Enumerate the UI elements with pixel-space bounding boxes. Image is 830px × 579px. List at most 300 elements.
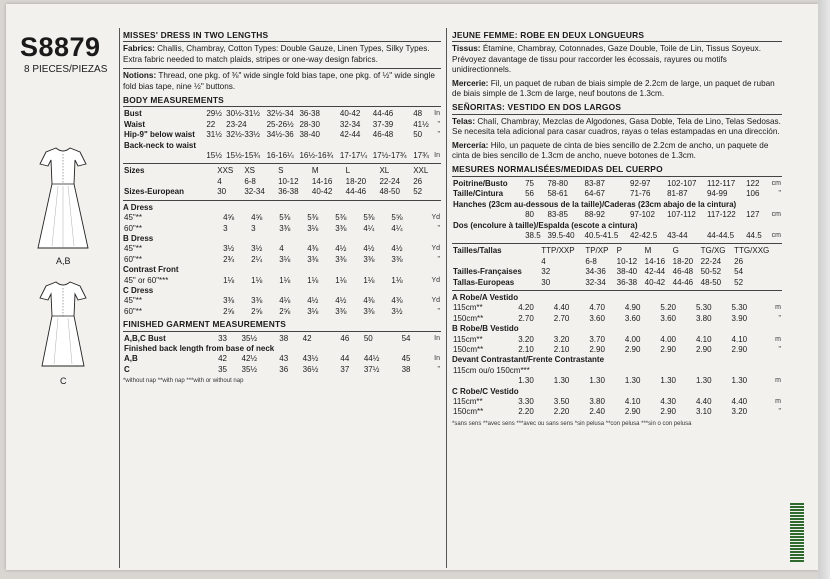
row-label: Finished back length from base of neck	[124, 343, 275, 353]
envelope-edge	[818, 0, 830, 579]
row-label: Poitrine/Busto	[453, 178, 508, 188]
notions-text	[123, 71, 441, 92]
section-title-row	[452, 324, 782, 334]
pattern-envelope-back	[6, 4, 818, 570]
cell-value: 3½	[391, 306, 403, 316]
cell-value: 50	[413, 130, 423, 140]
english-title: MISSES' DRESS IN TWO LENGTHS	[123, 30, 441, 42]
row-label: 150cm**	[453, 313, 484, 323]
table-row	[452, 210, 782, 220]
table-row	[123, 141, 441, 151]
cell-value: 4½	[363, 244, 375, 254]
table-row	[452, 231, 782, 241]
rule	[123, 68, 441, 69]
row-label: 115cm**	[453, 334, 483, 344]
row-label: Tailles/Tallas	[453, 246, 502, 256]
table-row	[123, 365, 441, 375]
cell-value: 44	[340, 354, 350, 364]
cell-value: 2.70	[518, 313, 534, 323]
cell-value: 37	[340, 364, 350, 374]
section-title-row	[452, 387, 782, 397]
notions-desc: Thread, one pkg. of ⅜" wide single fold bias tape, one pkg. of ½" wide single fold bias tape, nine ½" buttons.	[123, 71, 435, 91]
cell-value: 42-42.5	[630, 230, 658, 240]
row-label: 60"**	[124, 254, 142, 264]
row-label: 150cm**	[453, 344, 484, 354]
dress-long-icon	[28, 144, 98, 254]
cell-value: 83-85	[547, 210, 568, 220]
cell-value: 4½	[307, 296, 319, 306]
section-title: Devant Contrastant/Frente Contrastante	[452, 355, 605, 365]
row-label: 60"**	[124, 306, 142, 316]
table-row	[452, 397, 782, 407]
cell-value: 54	[401, 333, 411, 343]
cell-value: 1⅛	[363, 275, 375, 285]
spanish-title: SEÑORITAS: VESTIDO EN DOS LARGOS	[452, 102, 782, 114]
cell-value: 4.00	[624, 334, 641, 344]
cell-value: 42-44	[644, 267, 666, 277]
body-measurements-title: BODY MEASUREMENTS	[123, 95, 441, 107]
cell-value: 3½	[251, 244, 263, 254]
unit-label: "	[437, 224, 440, 232]
cell-value: 1.30	[518, 376, 534, 386]
table-row	[123, 296, 441, 306]
cell-value: 1⅛	[335, 275, 347, 285]
cell-value: 15½-15¾	[226, 151, 260, 161]
cell-value: 5.30	[731, 303, 748, 313]
cell-value: 4½	[335, 296, 347, 306]
footnote-french-spanish: *sans sens **avec sens ***avec ou sans sens *sin pelusa **con pelusa ***sin o con pelusa	[452, 420, 692, 427]
cell-value: 78-80	[547, 178, 568, 188]
figure-label-c: C	[60, 376, 67, 386]
table-row	[123, 344, 441, 354]
cell-value: 88-92	[584, 210, 605, 220]
cell-value: 2.90	[589, 344, 605, 354]
table-row	[123, 334, 441, 344]
cell-value: 3⅜	[223, 296, 235, 306]
cell-value: 4⅜	[363, 296, 375, 306]
telas-label: Telas:	[452, 116, 476, 126]
cell-value: 5.30	[695, 303, 712, 313]
cell-value: 3⅜	[335, 254, 347, 264]
cell-value: 43	[279, 354, 289, 364]
cell-value: 1.30	[624, 376, 641, 386]
unit-label	[438, 187, 441, 197]
cell-value: 29½	[206, 109, 222, 119]
table-row	[123, 244, 441, 254]
unit-label: "	[437, 365, 440, 373]
cell-value: 4	[279, 244, 284, 254]
cell-value: 4.90	[624, 303, 641, 313]
cell-value: 5⅜	[279, 213, 291, 223]
tallas-eu-row	[452, 278, 782, 288]
cell-value: XS	[244, 166, 255, 176]
cell-value: 6-8	[244, 176, 256, 186]
cell-value: 4⅛	[279, 296, 291, 306]
cell-value: 3⅜	[251, 296, 263, 306]
cell-value: 3	[223, 223, 228, 233]
figure-label-ab: A,B	[56, 256, 71, 266]
pieces-count: 8 PIECES/PIEZAS	[24, 64, 108, 75]
cell-value: 1⅛	[223, 275, 235, 285]
section-title: B Robe/B Vestido	[452, 324, 519, 334]
cell-value: 48-50	[700, 277, 722, 287]
row-label: A,B	[124, 354, 138, 364]
cell-value: 38-40	[616, 267, 638, 277]
unit-label: "	[437, 255, 440, 263]
cell-value: 3⅜	[307, 254, 319, 264]
row-label	[452, 376, 517, 386]
cell-value: 6-8	[585, 256, 597, 266]
row-label	[452, 210, 524, 220]
divider-left	[119, 28, 120, 568]
row-label	[123, 151, 205, 161]
cell-value: 4	[217, 176, 222, 186]
tailles-table	[452, 246, 782, 288]
cell-value: TTG/XXG	[734, 246, 770, 256]
row-label: A,B,C Bust	[124, 333, 166, 343]
unit-label	[779, 246, 782, 256]
table-row	[452, 314, 782, 324]
cell-value: 52	[734, 277, 744, 287]
cell-value: 75	[525, 178, 534, 188]
cell-value: 3.80	[695, 313, 712, 323]
row-label: Sizes	[124, 166, 145, 176]
unit-label: m	[775, 304, 781, 312]
rule	[123, 163, 441, 164]
cell-value: 32-34	[244, 187, 265, 197]
row-label: 45" or 60"***	[124, 275, 169, 285]
table-row	[452, 366, 782, 376]
cell-value: 33	[218, 333, 227, 343]
dress-figure-c	[28, 278, 98, 388]
mesures-table	[452, 179, 782, 241]
cell-value: 3.10	[695, 407, 712, 417]
rule	[123, 200, 441, 201]
cell-value: 2.90	[624, 344, 641, 354]
cell-value: 22-24	[700, 256, 722, 266]
cell-value: 2.10	[518, 344, 534, 354]
fabrics-text	[123, 44, 441, 65]
cell-value: 3⅛	[307, 223, 319, 233]
row-label: 45"**	[124, 244, 142, 254]
cell-value: 2.70	[553, 313, 570, 323]
cell-value: 42-44	[339, 130, 361, 140]
cell-value: 2.40	[589, 407, 605, 417]
section-title: Contrast Front	[123, 265, 179, 275]
cell-value: 1.30	[731, 376, 748, 386]
cell-value: 44-46	[372, 109, 394, 119]
cell-value: 80	[525, 210, 534, 220]
section-title: C Robe/C Vestido	[452, 386, 519, 396]
fabrics-desc: Challis, Chambray, Cotton Types: Double Gauze, Linen Types, Silky Types. Extra fabric needed to match plaids, stripes or one-way design fabrics.	[123, 44, 430, 64]
section-title-row	[452, 293, 782, 303]
row-label: Hip-9" below waist	[124, 130, 195, 140]
cell-value: TG/XG	[700, 246, 726, 256]
cell-value: 1.30	[553, 376, 570, 386]
row-label: Back-neck to waist	[124, 140, 197, 150]
cell-value: 4½	[335, 244, 347, 254]
row-label: Dos (encolure à taille)/Espalda (escote a cintura)	[453, 220, 638, 230]
row-label: 45"**	[124, 213, 142, 223]
cell-value: 2¼	[251, 254, 263, 264]
cell-value: 4.20	[518, 303, 534, 313]
cell-value: 3½	[223, 244, 235, 254]
cell-value: 5.20	[660, 303, 676, 313]
cell-value: 46-48	[372, 130, 394, 140]
table-row	[123, 354, 441, 364]
cell-value: 3.50	[553, 397, 570, 406]
cell-value: 3⅜	[335, 306, 347, 316]
cell-value: 50-52	[700, 267, 722, 277]
cell-value: 37½	[363, 364, 380, 374]
cell-value: 34-36	[585, 267, 606, 277]
cell-value: 4⅜	[307, 244, 319, 254]
sizes-num-row	[123, 177, 441, 187]
cell-value: 30	[541, 277, 551, 287]
cell-value: 4¼	[363, 223, 375, 233]
cell-value: 38	[279, 333, 289, 343]
cell-value: 3.20	[553, 334, 570, 344]
tailles-fr-row	[452, 267, 782, 277]
cell-value: 10-12	[278, 176, 299, 186]
cell-value: 3.60	[624, 313, 641, 323]
table-row	[452, 221, 782, 231]
row-label: C	[124, 364, 130, 374]
cell-value: 3⅛	[307, 306, 319, 316]
cell-value: TTP/XXP	[541, 246, 575, 256]
cell-value: 3⅜	[363, 254, 375, 264]
cell-value: 42	[302, 333, 312, 343]
unit-label: "	[778, 190, 781, 198]
cell-value: 31½	[206, 130, 222, 140]
cell-value: M	[644, 246, 652, 256]
cell-value: XL	[379, 166, 390, 176]
cell-value: 3.80	[589, 397, 605, 406]
unit-label	[438, 177, 441, 187]
section-title-row	[123, 234, 441, 244]
cell-value: 4½	[391, 244, 403, 254]
table-row	[123, 224, 441, 234]
mercerie-text	[452, 79, 782, 100]
cell-value: 1.30	[589, 376, 605, 386]
tissus-text	[452, 44, 782, 75]
notions-label: Notions:	[123, 71, 157, 81]
cell-value: 32-34	[585, 277, 606, 287]
garment-illustrations	[28, 144, 98, 388]
unit-label: Yd	[431, 297, 440, 305]
telas-desc: Chalí, Chambray, Mezclas de Algodones, Gasa Doble, Tela de Lino, Telas Sedosas. Se necesita tela adicional para casar cuadros, rayas o telas estampadas en una dirección.	[452, 116, 781, 137]
cell-value: 2.90	[731, 344, 748, 354]
cell-value: 48	[413, 109, 423, 119]
sizes-eu-row	[123, 187, 441, 197]
cell-value: 3.60	[589, 313, 605, 323]
unit-label	[438, 166, 441, 176]
cell-value: 18-20	[345, 176, 367, 186]
cell-value: 36½	[302, 364, 319, 374]
unit-label: In	[434, 355, 440, 363]
cell-value: 3⅛	[279, 254, 291, 264]
cell-value: 30	[217, 187, 227, 197]
cell-value: G	[672, 246, 679, 256]
cell-value: 42	[218, 354, 227, 364]
cell-value: 2.90	[695, 344, 712, 354]
table-row	[123, 120, 441, 130]
cell-value: 1⅛	[279, 275, 291, 285]
row-label: Taille/Cintura	[453, 189, 504, 199]
telas-text	[452, 117, 782, 138]
cell-value: 2¾	[223, 254, 235, 264]
unit-label: "	[437, 307, 440, 315]
tissus-desc: Étamine, Chambray, Cotonnades, Gaze Double, Toile de Lin, Tissus Soyeux. Prévoyez davantage de tissu pour raccorder les écossais, rayures ou motifs unidirectionnels.	[452, 44, 762, 75]
unit-label: In	[434, 110, 440, 118]
cell-value: 1⅛	[391, 275, 403, 285]
cell-value: 4.10	[624, 397, 641, 406]
cell-value: 3.60	[660, 313, 676, 323]
cell-value: 52	[413, 187, 423, 197]
cell-value: 1⅛	[307, 275, 319, 285]
cell-value: 4.10	[731, 334, 748, 344]
cell-value: 5⅝	[391, 213, 403, 223]
section-title-row	[123, 265, 441, 275]
row-label: Sizes-European	[124, 187, 185, 197]
tailles-row	[452, 246, 782, 256]
cell-value: 36-38	[299, 109, 320, 119]
section-title-row	[452, 355, 782, 365]
cell-value: M	[311, 166, 319, 176]
cell-value: 112-117	[706, 178, 736, 188]
cell-value: 10-12	[616, 256, 638, 266]
cell-value: 3⅜	[335, 223, 347, 233]
body-measurements-table	[123, 109, 441, 161]
row-label: 115cm ou/o 150cm***	[453, 365, 530, 375]
cell-value: 2.90	[624, 407, 641, 417]
unit-label: "	[778, 314, 781, 322]
cell-value: 1.30	[695, 376, 712, 386]
row-label: 115cm**	[453, 397, 483, 406]
cell-value: 1.30	[660, 376, 676, 386]
cell-value: 43½	[302, 354, 319, 364]
cell-value: 35	[218, 364, 227, 374]
pattern-number: S8879	[20, 32, 101, 62]
cell-value: 122	[746, 178, 760, 188]
table-row	[123, 307, 441, 317]
cell-value: 16-16¼	[266, 151, 294, 161]
cell-value: 37-39	[372, 119, 394, 129]
table-row	[452, 303, 782, 313]
cell-value: 3.20	[518, 334, 534, 344]
cell-value: 14-16	[644, 256, 666, 266]
cell-value: P	[616, 246, 622, 256]
cell-value: 5⅜	[363, 213, 375, 223]
cell-value: 50	[363, 333, 373, 343]
table-row	[123, 276, 441, 286]
cell-value: 15½	[206, 151, 222, 161]
table-row	[452, 335, 782, 345]
cell-value: 3.20	[731, 407, 748, 417]
cell-value: 3⅜	[363, 306, 375, 316]
cell-value: 36-38	[278, 187, 299, 197]
cell-value: 44½	[363, 354, 380, 364]
rule	[452, 243, 782, 244]
merceria-desc: Hilo, un paquete de cinta de bies sencillo de 2.2cm de ancho, un paquete de cinta de bies sencillo de 1.3cm de ancho, nueve botones de 1.3cm.	[452, 140, 769, 161]
cell-value: 28-30	[299, 119, 320, 129]
cell-value: 32-34	[339, 119, 361, 129]
table-row	[123, 213, 441, 223]
cell-value: 17½-17¾	[372, 151, 407, 161]
cell-value: 54	[734, 267, 744, 277]
unit-label: cm	[771, 231, 781, 239]
cell-value: 4.40	[731, 397, 748, 406]
row-label: 45"**	[124, 296, 142, 306]
cell-value: XXL	[413, 166, 429, 176]
cell-value: 44-46	[345, 187, 367, 197]
english-column	[123, 30, 441, 387]
cell-value: 4⅝	[251, 213, 263, 223]
row-label	[123, 177, 216, 187]
cell-value: 4	[541, 256, 546, 266]
cell-value: 16½-16¾	[299, 151, 334, 161]
cell-value: 22-24	[379, 176, 400, 186]
cell-value: 22	[206, 119, 216, 129]
cell-value: 127	[746, 210, 760, 220]
finished-measurements-table	[123, 334, 441, 376]
cell-value: 81-87	[667, 189, 688, 199]
row-label: 115cm**	[453, 303, 483, 313]
row-label: 150cm**	[453, 407, 484, 417]
cell-value: 64-67	[584, 189, 605, 199]
cell-value: 4.70	[589, 303, 605, 313]
cell-value: 45	[401, 354, 411, 364]
cell-value: 3.30	[518, 397, 534, 406]
table-row	[123, 130, 441, 140]
unit-label	[779, 257, 782, 267]
cell-value: 2.20	[553, 407, 570, 417]
table-row	[452, 376, 782, 386]
cell-value: 3.90	[731, 313, 748, 323]
cell-value: 32	[541, 267, 551, 277]
sizes-table	[123, 166, 441, 197]
section-title-row	[123, 203, 441, 213]
cell-value: 14-16	[311, 176, 333, 186]
cell-value: 40-42	[339, 109, 361, 119]
sizes-row	[123, 166, 441, 176]
cell-value: 32½-34	[266, 109, 294, 119]
cell-value: 30½-31½	[226, 109, 260, 119]
unit-label: "	[437, 120, 440, 128]
cell-value: 4.30	[660, 397, 676, 406]
cell-value: 41½	[413, 119, 429, 129]
unit-label: In	[434, 334, 440, 342]
table-row	[452, 189, 782, 199]
cell-value: 4.10	[695, 334, 712, 344]
section-title: C Dress	[123, 285, 154, 295]
dress-short-icon	[28, 278, 98, 373]
row-label	[452, 231, 524, 241]
tailles-num-row	[452, 257, 782, 267]
cell-value: 4⅜	[391, 296, 403, 306]
rule	[452, 290, 782, 291]
cell-value: 56	[525, 189, 534, 199]
unit-label: cm	[771, 179, 781, 187]
cell-value: 34½-36	[266, 130, 294, 140]
cell-value: 17-17¼	[339, 151, 368, 161]
table-row	[123, 151, 441, 161]
cell-value: 2⅝	[223, 306, 235, 316]
cell-value: 106	[746, 189, 760, 199]
cell-value: 44.5	[746, 230, 762, 240]
row-label	[452, 257, 540, 267]
unit-label: m	[775, 335, 781, 343]
